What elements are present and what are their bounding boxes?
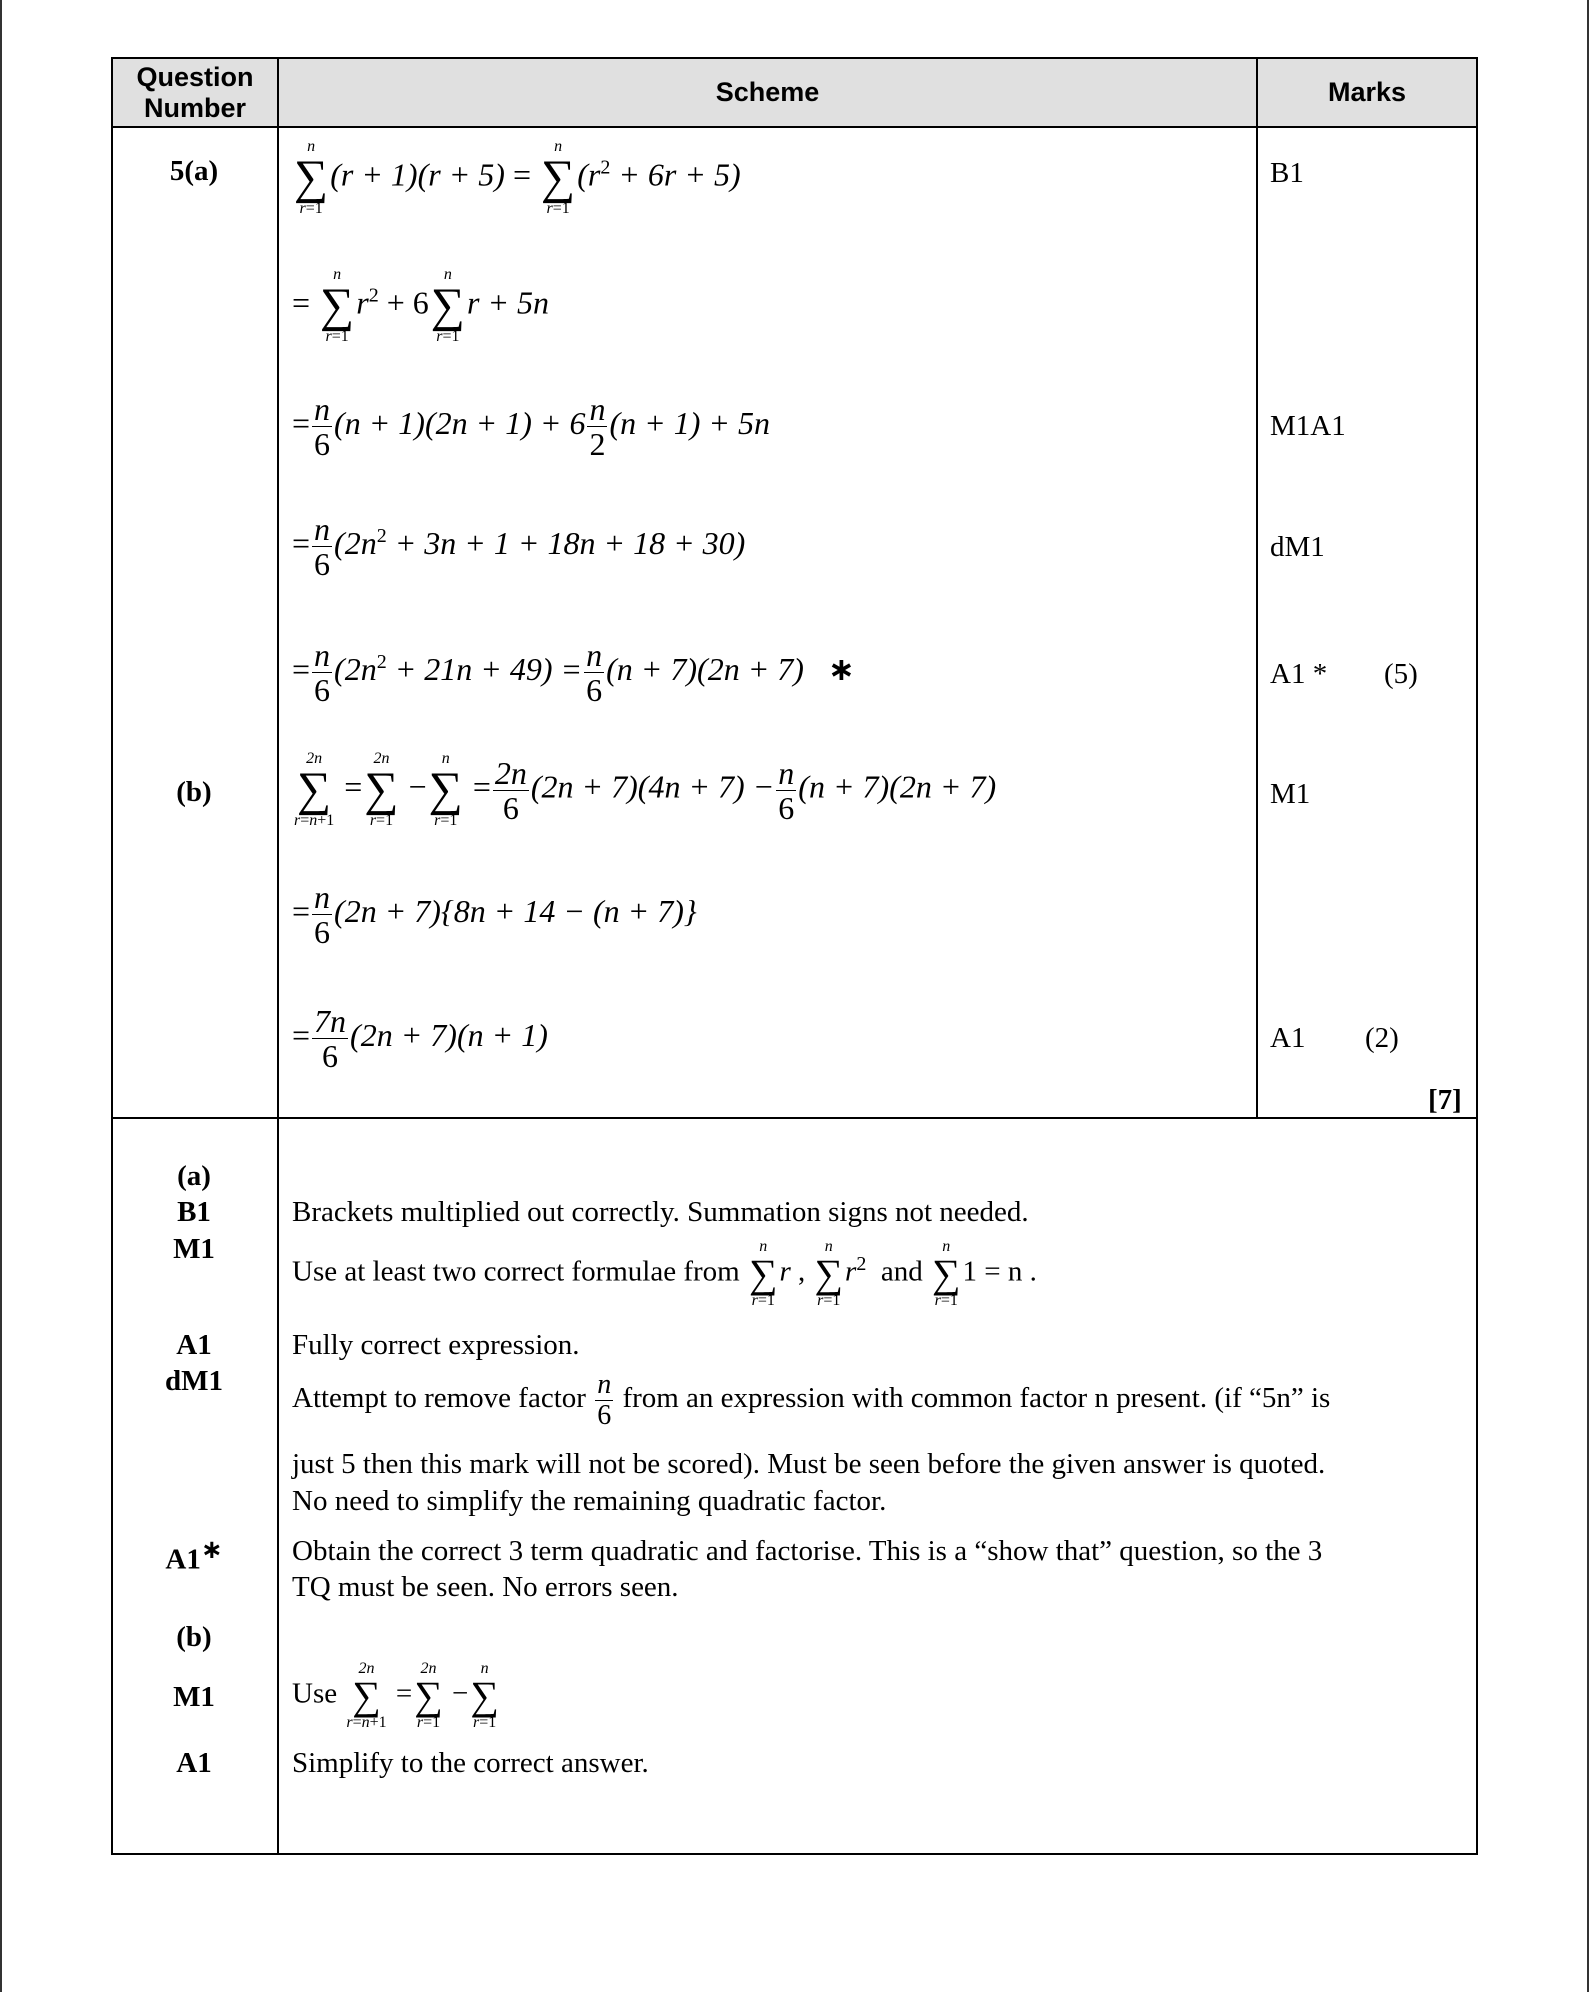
sigma-symbol: n ∑ r=1 (320, 266, 355, 345)
note-m1-text: Use at least two correct formulae from n ∑ r=1 r , n ∑ r=1 $r^2$ and n ∑ r=1 1 = n . (292, 1238, 1037, 1309)
mark-a3: M1A1 (1270, 410, 1346, 442)
scheme-line-a1: n ∑ r=1 (r + 1)(r + 5) = n ∑ r=1 $(r^2 + 6r + 5)$ (294, 138, 741, 217)
mark-b3: A1 (1270, 1022, 1306, 1054)
scheme-line-b1: 2n ∑ r=n+1 = 2n ∑ r=1 − n ∑ r=1 = $\frac{2n}{6}$ (2n + 7)(4n + 7) − $\frac{n}{6}$ (n + 7)(2n + 7) (294, 750, 997, 829)
mark-a1: B1 (1270, 157, 1304, 189)
page-edge-left (0, 0, 2, 1992)
header-question-number: Question Number (136, 61, 254, 123)
column-divider-1 (277, 59, 279, 1853)
sigma-symbol: n ∑ r=1 (430, 266, 465, 345)
note-label-b1: B1 (177, 1196, 211, 1228)
note-a1star-line1: Obtain the correct 3 term quadratic and factorise. This is a “show that” question, so the 3 (292, 1535, 1323, 1567)
note-dm1-line2: just 5 then this mark will not be scored). Must be seen before the given answer is quoted. (292, 1448, 1326, 1480)
sigma-symbol: 2n ∑ r=1 (364, 750, 399, 829)
sigma-symbol: n ∑ r=1 (294, 138, 329, 217)
row-divider (113, 1117, 1476, 1119)
star-icon: ∗ (827, 649, 855, 688)
scheme-line-b3: = $\frac{7n}{6}$ (2n + 7)(n + 1) (292, 1003, 548, 1074)
note-label-a1: A1 (176, 1329, 212, 1361)
sigma-symbol: 2n ∑ r=n+1 (294, 750, 335, 829)
column-divider-2 (1256, 59, 1258, 1117)
header-scheme: Scheme (715, 77, 820, 107)
note-a1star-line2: TQ must be seen. No errors seen. (292, 1571, 679, 1603)
question-label-b: (b) (176, 776, 212, 808)
question-total: [7] (1428, 1084, 1462, 1116)
note-label-dm1: dM1 (165, 1365, 223, 1397)
question-label-5a: 5(a) (169, 155, 219, 187)
sigma-symbol: n ∑ r=1 (540, 138, 576, 217)
page-edge-right (1587, 0, 1589, 1992)
note-a1-text: Fully correct expression. (292, 1329, 580, 1361)
note-label-b-a1: A1 (176, 1747, 212, 1779)
sigma-symbol: n ∑ r=1 (428, 750, 463, 829)
mark-b1: M1 (1270, 778, 1311, 810)
header-marks: Marks (1327, 77, 1407, 107)
subtotal-b: (2) (1365, 1022, 1399, 1054)
note-b-a1-text: Simplify to the correct answer. (292, 1747, 649, 1779)
note-label-m1: M1 (173, 1233, 215, 1265)
scheme-line-b2: = $\frac{n}{6}$ (2n + 7){8n + 14 − (n + 7)} (292, 879, 697, 950)
scheme-line-a2: = n ∑ r=1 $r^2 + 6$ n ∑ r=1 r + 5n (292, 266, 550, 345)
scheme-line-a4: = $\frac{n}{6}$ $(2n^2 + 3n + 1 + 18n + 18 + 30)$ (292, 511, 746, 582)
mark-a5: A1 * (1270, 658, 1328, 690)
note-label-a: (a) (177, 1160, 211, 1192)
note-b1-text: Brackets multiplied out correctly. Summation signs not needed. (292, 1196, 1029, 1228)
note-label-b-m1: M1 (173, 1681, 215, 1713)
scheme-line-a3: = $\frac{n}{6}$ (n + 1)(2n + 1) + 6 $\frac{n}{2}$ (n + 1) + 5n (292, 391, 770, 462)
scheme-line-a5: = $\frac{n}{6}$ $(2n^2 + 21n + 49)$ = $\frac{n}{6}$ (n + 7)(2n + 7) ∗ (292, 637, 855, 708)
note-label-b: (b) (176, 1621, 212, 1653)
note-label-a1-star: A1∗ (165, 1535, 223, 1576)
subtotal-a: (5) (1384, 658, 1418, 690)
note-dm1-text: Attempt to remove factor $\frac{n}{6}$ from an expression with common factor n present. (if “5n” is (292, 1369, 1331, 1431)
mark-a4: dM1 (1270, 531, 1325, 563)
note-b-m1-text: Use 2n ∑ r=n+1 = 2n ∑ r=1 − n ∑ r=1 (292, 1660, 499, 1731)
note-dm1-line3: No need to simplify the remaining quadratic factor. (292, 1485, 887, 1517)
